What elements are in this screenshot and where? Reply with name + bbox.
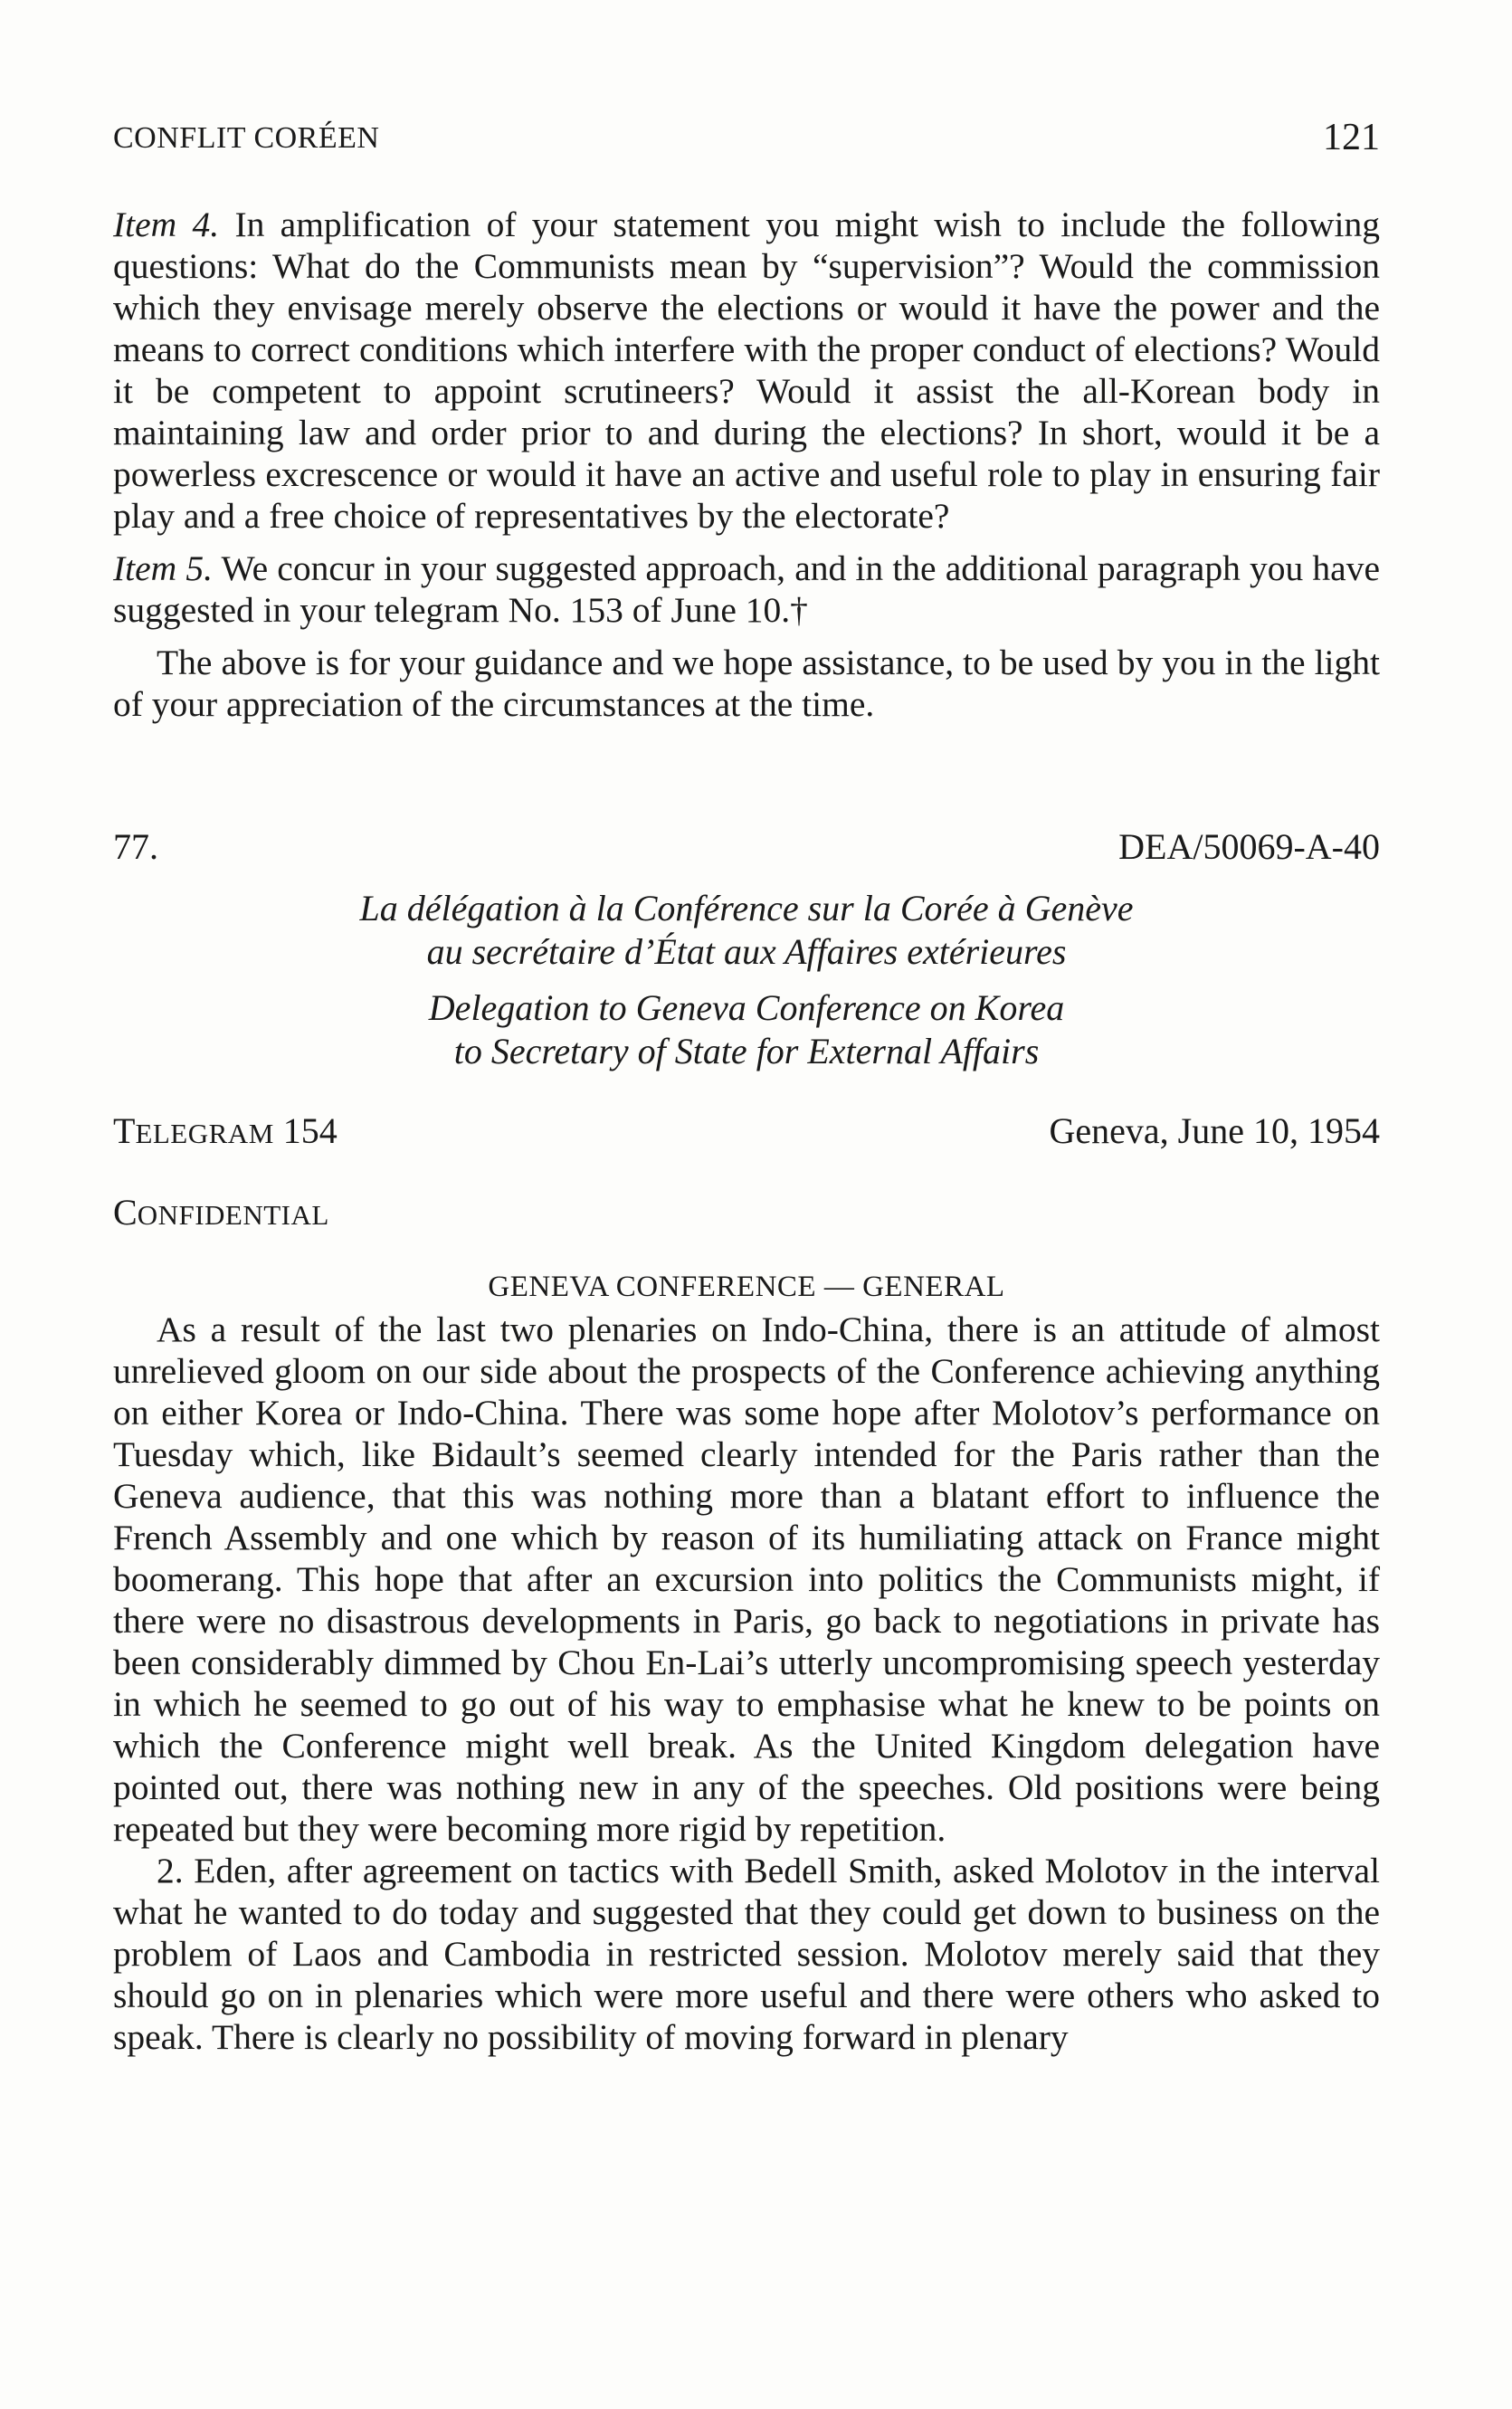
heading-french-line-2: au secrétaire d’État aux Affaires extérieures: [426, 931, 1067, 972]
body-paragraph-1: As a result of the last two plenaries on Indo-China, there is an attitude of almost unrelieved gloom on our side about the prospects of the Conference achieving anything on either Korea or Indo-China. There was some hope after Molotov’s performance on Tuesday which, like Bidault’s seemed clearly intended for the Paris rather than the Geneva audience, that this was nothing more than a blatant effort to influence the French Assembly and one which by reason of its humiliating attack on France might boomerang. This hope that after an excursion into politics the Communists might, if there were no disastrous developments in Paris, go back to negotiations in private has been considerably dimmed by Chou En-Lai’s utterly uncompromising speech yesterday in which he seemed to go out of his way to emphasise what he knew to be points on which the Conference might well break. As the United Kingdom delegation have pointed out, there was nothing new in any of the speeches. Old positions were being repeated but they were becoming more rigid by repetition.: [113, 1309, 1380, 1849]
page-number: 121: [1323, 117, 1380, 158]
heading-french-line-1: La délégation à la Conférence sur la Corée à Genève: [359, 888, 1134, 928]
document-reference: DEA/50069-A-40: [1118, 826, 1380, 867]
telegram-label: TELEGRAM 154: [113, 1110, 338, 1151]
item-4-label: Item 4.: [113, 205, 220, 244]
body-paragraph-2: 2. Eden, after agreement on tactics with Bedell Smith, asked Molotov in the interval what he wanted to do today and suggested that they could get down to business on the problem of Laos and Cambodia in restricted session. Molotov merely said that they should go on in plenaries which were more useful and there were others who asked to speak. There is clearly no possibility of moving forward in plenary: [113, 1851, 1380, 2057]
heading-english-line-1: Delegation to Geneva Conference on Korea: [428, 987, 1065, 1028]
telegram-date: Geneva, June 10, 1954: [1049, 1110, 1380, 1151]
heading-english-line-2: to Secretary of State for External Affairs: [453, 1031, 1040, 1071]
item-4-paragraph: [113, 204, 1380, 537]
running-header: [113, 116, 1380, 161]
top-section: [113, 204, 1380, 725]
body-text: [113, 1309, 1380, 2058]
subject-heading: GENEVA CONFERENCE — GENERAL: [488, 1271, 1005, 1303]
item-5-paragraph: [113, 548, 1380, 631]
closing-paragraph: The above is for your guidance and we hope assistance, to be used by you in the light of your appreciation of the circumstances at the time.: [113, 643, 1380, 724]
heading-french: [113, 887, 1380, 974]
item-5-text: We concur in your suggested approach, and in the additional paragraph you have suggested in your telegram No. 153 of June 10.†: [113, 548, 1380, 630]
item-5-label: Item 5.: [113, 548, 213, 588]
item-4-text: In amplification of your statement you might wish to include the following questions: What do the Communists mean by “supervision”? Would the commission which they envisage merely observe the elections or would it have the power and the means to correct conditions which interfere with the proper conduct of elections? Would it be competent to appoint scrutineers? Would it assist the all-Korean body in maintaining law and order prior to and during the elections? In short, would it be a powerless excrescence or would it have an active and useful role to play in ensuring fair play and a free choice of representatives by the electorate?: [113, 205, 1380, 536]
heading-english: [113, 986, 1380, 1073]
classification: CONFIDENTIAL: [113, 1192, 329, 1233]
document-number: 77.: [113, 826, 158, 867]
running-title: CONFLIT CORÉEN: [113, 121, 380, 155]
telegram-number: 154: [273, 1110, 338, 1151]
